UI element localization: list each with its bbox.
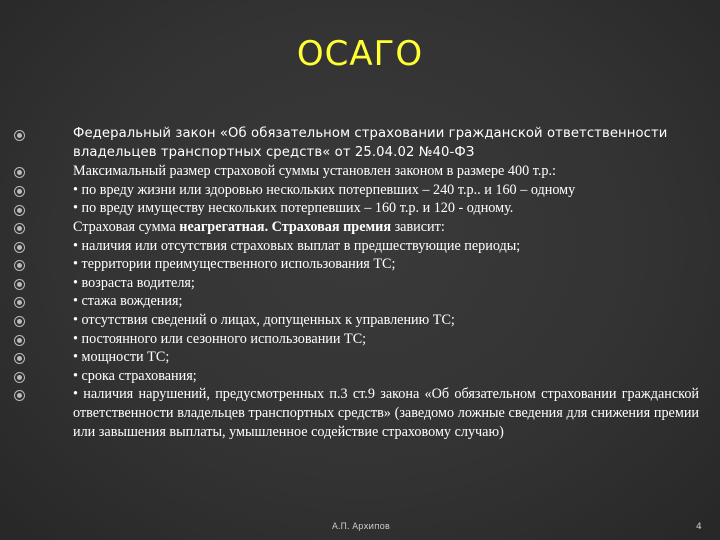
circle-dot-icon (14, 260, 25, 271)
circle-dot-icon (14, 242, 25, 253)
list-item-power: • мощности ТС; (73, 349, 170, 366)
circle-dot-icon (14, 205, 25, 216)
law-line-2: владельцев транспортных средств« от 25.04.02 №40-ФЗ (73, 144, 475, 160)
list-item-property: • по вреду имуществу нескольких потерпевших – 160 т.р. и 120 - одному. (73, 200, 514, 217)
insured-sum-bold-1: неагрегатная (179, 218, 265, 235)
circle-dot-icon (14, 316, 25, 327)
circle-dot-icon (14, 297, 25, 308)
insured-sum-line (73, 218, 699, 237)
list-item-usage: • постоянного или сезонного использовании ТС; (73, 330, 367, 347)
max-sum-line: Максимальный размер страховой суммы установлен законом в размере 400 т.р.: (73, 163, 556, 180)
circle-dot-icon (14, 335, 25, 346)
list-item-term: • срока страхования; (73, 367, 197, 384)
circle-dot-icon (14, 223, 25, 234)
list-item-persons: • отсутствия сведений о лицах, допущенных к управлению ТС; (73, 311, 455, 328)
list-item-age: • возраста водителя; (73, 274, 195, 291)
slide-body (73, 125, 699, 441)
page-number: 4 (696, 522, 702, 532)
list-item-territory: • территории преимущественного использования ТС; (73, 256, 396, 273)
circle-dot-icon (14, 186, 25, 197)
circle-dot-icon (14, 279, 25, 290)
list-item-experience: • стажа вождения; (73, 293, 183, 310)
slide-title: ОСАГО (296, 34, 424, 74)
list-item-life: • по вреду жизни или здоровью нескольких потерпевших – 240 т.р.. и 160 – одному (73, 181, 576, 198)
insured-sum-suffix: зависит: (391, 218, 445, 235)
insured-sum-mid: . (264, 218, 272, 235)
circle-dot-icon (14, 130, 25, 141)
law-line-1: Федеральный закон «Об обязательном страховании гражданской ответственности (73, 126, 668, 141)
circle-dot-icon (14, 167, 25, 178)
list-item-violations: • наличия нарушений, предусмотренных п.3 ст.9 закона «Об обязательном страховании гражданской ответственности владельцев транспортных средств» (заведомо ложные сведения для снижения премии или завышения выплаты, умышленное содействие страховому случаю) (73, 386, 699, 440)
circle-dot-icon (14, 372, 25, 383)
insured-sum-bold-2: Страховая премия (271, 218, 392, 235)
insured-sum-prefix: Страховая сумма (73, 218, 180, 235)
footer-author: А.П. Архипов (332, 522, 390, 532)
circle-dot-icon (14, 353, 25, 364)
circle-dot-icon (14, 390, 25, 401)
list-item-payments: • наличия или отсутствия страховых выплат в предшествующие периоды; (73, 237, 521, 254)
